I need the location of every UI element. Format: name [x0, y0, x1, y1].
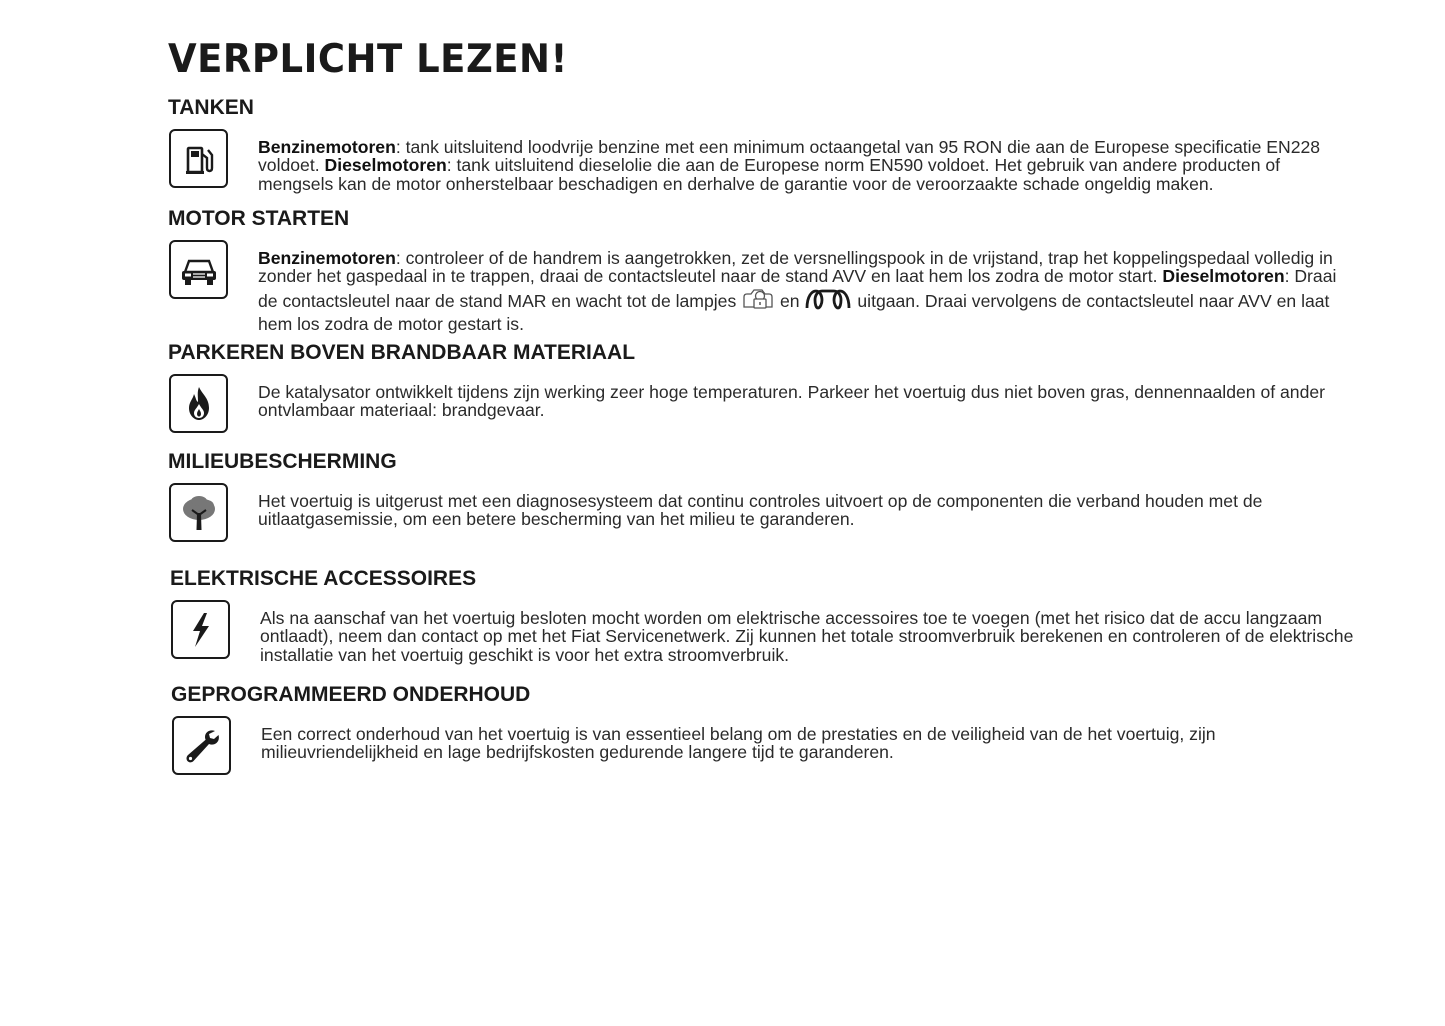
car-icon [169, 240, 228, 299]
section-motor-starten [168, 206, 1368, 333]
bold-term: Dieselmotoren [1162, 266, 1285, 287]
fuel-pump-icon [169, 129, 228, 188]
section-heading: ELEKTRISCHE ACCESSOIRES [170, 567, 477, 590]
section-heading: MOTOR STARTEN [168, 207, 350, 230]
section-text: Een correct onderhoud van het voertuig is van essentieel belang om de prestaties en de veiligheid van de het voertuig, zijn milieuvriendelijkheid en lage bedrijfskosten gedurende langere tijd te garanderen. [261, 724, 1216, 763]
section-heading: GEPROGRAMMEERD ONDERHOUD [171, 683, 531, 706]
tree-icon [169, 483, 228, 542]
section-heading: TANKEN [168, 96, 254, 119]
section-text: De katalysator ontwikkelt tijdens zijn werking zeer hoge temperaturen. Parkeer het voertuig dus niet boven gras, dennennaalden of ander ontvlambaar materiaal: brandgevaar. [258, 382, 1326, 421]
lightning-bolt-icon [171, 600, 230, 659]
section-text: Het voertuig is uitgerust met een diagnosesysteem dat continu controles uitvoert op de componenten die verband houden met de uitlaatgasemissie, om een betere bescherming van het milieu te garanderen. [258, 491, 1263, 530]
flame-icon [169, 374, 228, 433]
section-tanken [168, 95, 1368, 193]
section-text: Als na aanschaf van het voertuig besloten mocht worden om elektrische accessoires toe te voegen (met het risico dat de accu langzaam ontlaadt), neem dan contact op met het Fiat Servicenetwerk. Zij kunnen het totale stroomverbruik berekenen en controleren of de elektrische installatie van het voertuig geschikt is voor het extra stroomverbruik. [260, 608, 1354, 665]
section-elektrische-accessoires [170, 566, 1370, 664]
wrench-icon [172, 716, 231, 775]
page-title: VERPLICHT LEZEN! [168, 36, 568, 82]
section-geprogrammeerd-onderhoud [171, 682, 1371, 762]
section-milieubescherming [168, 449, 1368, 529]
section-heading: PARKEREN BOVEN BRANDBAAR MATERIAAL [168, 341, 636, 364]
glow-plug-icon [804, 288, 852, 315]
section-parkeren [168, 340, 1368, 420]
bold-term: Benzinemotoren [258, 248, 396, 268]
bold-term: Dieselmotoren [324, 155, 447, 176]
bold-term: Benzinemotoren [258, 137, 396, 157]
immobilizer-warning-icon [741, 286, 775, 315]
section-text: Benzinemotoren: tank uitsluitend loodvrije benzine met een minimum octaangetal van 95 RON die aan de Europese specificatie EN228 voldoet. Dieselmotoren: tank uitsluitend dieselolie die aan de Europese norm EN590 voldoet. Het gebruik van andere producten of mengsels kan de motor onherstelbaar beschadigen en derhalve de garantie voor de veroorzaakte schade ongeldig maken. [258, 137, 1321, 194]
section-text: Benzinemotoren: controleer of de handrem is aangetrokken, zet de versnellingspook in de vrijstand, trap het koppelingspedaal volledig in zonder het gaspedaal in te trappen, draai de contactsleutel naar de stand AVV en laat hem los zodra de motor start. Dieselmotoren: Draai de contactsleutel naar de stand MAR en wacht tot de lampjes en uitgaan. Draai vervolgens de contactsleutel naar AVV en laat hem los zodra de motor gestart is. [258, 248, 1337, 334]
section-heading: MILIEUBESCHERMING [168, 450, 397, 473]
